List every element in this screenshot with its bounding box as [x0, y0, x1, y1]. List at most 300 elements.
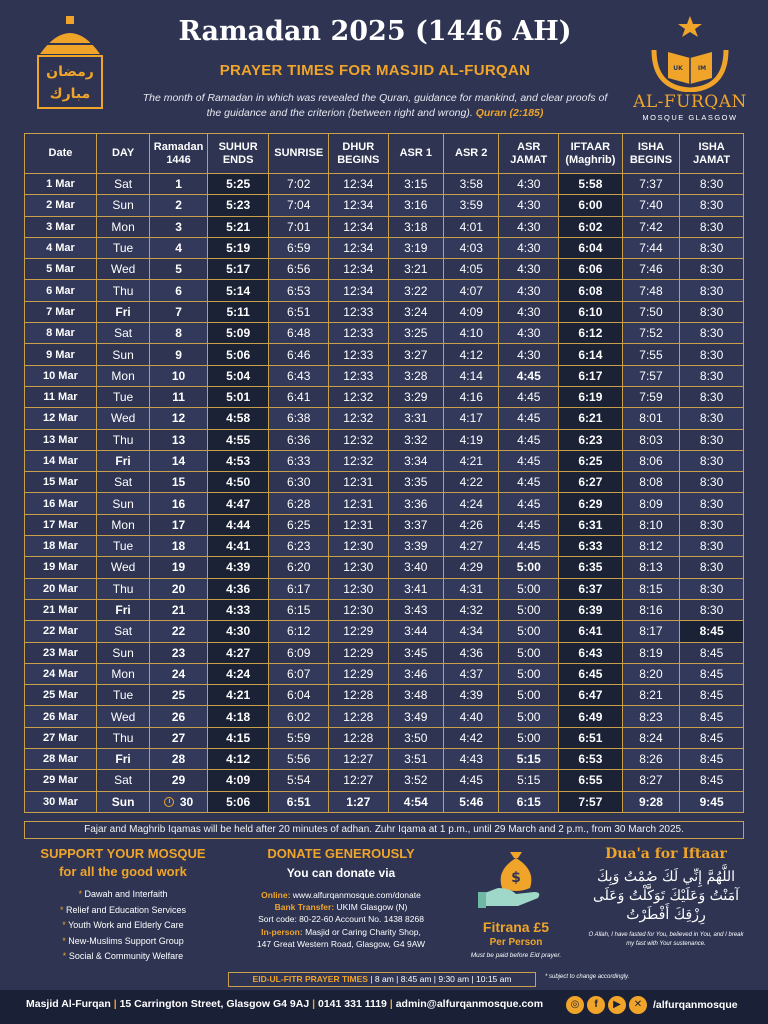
donate-title: DONATE GENEROUSLY — [267, 846, 415, 861]
table-cell: 5:14 — [207, 280, 269, 301]
table-cell: 6:51 — [559, 727, 623, 748]
table-cell: 26 — [150, 706, 208, 727]
table-cell: 4:36 — [207, 578, 269, 599]
table-cell: 4:58 — [207, 408, 269, 429]
table-cell: 7:57 — [622, 365, 680, 386]
table-cell: 4:40 — [444, 706, 499, 727]
table-cell: 1 Mar — [25, 174, 97, 195]
table-cell: 5:01 — [207, 386, 269, 407]
table-cell: 4:21 — [207, 685, 269, 706]
table-cell: 19 — [150, 557, 208, 578]
table-cell: 8:45 — [680, 621, 744, 642]
table-cell: 6:15 — [269, 599, 329, 620]
table-cell: 12:34 — [329, 216, 389, 237]
table-cell: 22 Mar — [25, 621, 97, 642]
table-cell: 12:27 — [329, 770, 389, 791]
table-cell: 8:30 — [680, 365, 744, 386]
table-cell: 5:00 — [499, 557, 559, 578]
table-row — [25, 685, 744, 706]
table-cell: 3:16 — [388, 195, 443, 216]
table-cell: Sat — [96, 323, 149, 344]
instagram-icon[interactable]: ◎ — [566, 996, 584, 1014]
table-cell: 8:20 — [622, 663, 680, 684]
table-cell: 4:45 — [444, 770, 499, 791]
table-cell: 4:30 — [499, 301, 559, 322]
table-row — [25, 727, 744, 748]
table-cell: 5:09 — [207, 323, 269, 344]
table-cell: 15 Mar — [25, 472, 97, 493]
table-cell: 5:15 — [499, 770, 559, 791]
table-cell: 8:19 — [622, 642, 680, 663]
table-cell: 4:21 — [444, 450, 499, 471]
table-cell: 27 — [150, 727, 208, 748]
table-row — [25, 216, 744, 237]
table-cell: 14 Mar — [25, 450, 97, 471]
table-cell: 8:30 — [680, 493, 744, 514]
table-cell: 6 — [150, 280, 208, 301]
youtube-icon[interactable]: ▶ — [608, 996, 626, 1014]
table-cell: 4:39 — [207, 557, 269, 578]
table-cell: 5:06 — [207, 344, 269, 365]
table-cell: 5:59 — [269, 727, 329, 748]
table-cell: 20 Mar — [25, 578, 97, 599]
table-cell: 3:40 — [388, 557, 443, 578]
table-cell: 26 Mar — [25, 706, 97, 727]
table-cell: 6:43 — [559, 642, 623, 663]
table-cell: 6:25 — [559, 450, 623, 471]
table-cell: 7:37 — [622, 174, 680, 195]
table-cell: 6:02 — [269, 706, 329, 727]
table-cell: 8:30 — [680, 472, 744, 493]
table-cell: 4 — [150, 237, 208, 258]
table-cell: 12:33 — [329, 323, 389, 344]
social-links — [566, 996, 738, 1016]
table-cell: 8:45 — [680, 706, 744, 727]
table-cell: 14 — [150, 450, 208, 471]
table-cell: 3:41 — [388, 578, 443, 599]
footer-address: 15 Carrington Street, Glasgow G4 9AJ — [119, 998, 310, 1010]
table-cell: 12:32 — [329, 408, 389, 429]
table-cell: 4:42 — [444, 727, 499, 748]
table-cell: 8:30 — [680, 514, 744, 535]
column-header: ISHA JAMAT — [680, 134, 744, 174]
table-cell: Tue — [96, 237, 149, 258]
table-row — [25, 642, 744, 663]
table-cell: 9 Mar — [25, 344, 97, 365]
table-cell: 3:15 — [388, 174, 443, 195]
table-cell: 3:36 — [388, 493, 443, 514]
table-cell: 6:07 — [269, 663, 329, 684]
table-cell: 5:58 — [559, 174, 623, 195]
table-cell: 6:39 — [559, 599, 623, 620]
table-row — [25, 791, 744, 812]
table-cell: 6:20 — [269, 557, 329, 578]
table-cell: Tue — [96, 536, 149, 557]
table-cell: Sun — [96, 791, 149, 812]
table-cell: Wed — [96, 706, 149, 727]
table-cell: 4:09 — [207, 770, 269, 791]
table-cell: Fri — [96, 749, 149, 770]
table-cell: 12:34 — [329, 259, 389, 280]
list-item: * Youth Work and Elderly Care — [62, 920, 184, 930]
table-cell: 8:09 — [622, 493, 680, 514]
table-cell: 1 — [150, 174, 208, 195]
column-header: ISHA BEGINS — [622, 134, 680, 174]
table-cell: 5:11 — [207, 301, 269, 322]
table-cell: 4:45 — [499, 365, 559, 386]
table-cell: Thu — [96, 727, 149, 748]
footer-email[interactable]: admin@alfurqanmosque.com — [395, 998, 544, 1010]
table-cell: 12:31 — [329, 472, 389, 493]
table-cell: Fri — [96, 599, 149, 620]
table-cell: 6:55 — [559, 770, 623, 791]
table-row — [25, 663, 744, 684]
table-cell: 5:25 — [207, 174, 269, 195]
table-cell: Sat — [96, 621, 149, 642]
table-cell: 3:31 — [388, 408, 443, 429]
table-cell: 5:00 — [499, 706, 559, 727]
table-cell: 8:26 — [622, 749, 680, 770]
table-cell: 12:30 — [329, 599, 389, 620]
table-cell: 6:12 — [269, 621, 329, 642]
table-cell: 3:52 — [388, 770, 443, 791]
table-cell: 13 — [150, 429, 208, 450]
table-cell: 7:52 — [622, 323, 680, 344]
table-row — [25, 536, 744, 557]
table-cell: 12:29 — [329, 642, 389, 663]
table-cell: 8:30 — [680, 216, 744, 237]
table-cell: 7:59 — [622, 386, 680, 407]
table-cell: 3:24 — [388, 301, 443, 322]
table-cell: 4:41 — [207, 536, 269, 557]
table-cell: 8:01 — [622, 408, 680, 429]
table-cell: 8:30 — [680, 237, 744, 258]
table-cell: 6:48 — [269, 323, 329, 344]
table-cell: 6:47 — [559, 685, 623, 706]
table-cell: 7:42 — [622, 216, 680, 237]
table-row — [25, 280, 744, 301]
table-cell: 4:30 — [499, 195, 559, 216]
table-cell: 6:00 — [559, 195, 623, 216]
brand-name: AL-FURQAN — [633, 92, 747, 112]
table-cell: 11 — [150, 386, 208, 407]
table-cell: Tue — [96, 386, 149, 407]
table-cell: 7:04 — [269, 195, 329, 216]
table-cell: Wed — [96, 259, 149, 280]
facebook-icon[interactable]: f — [587, 996, 605, 1014]
table-cell: 4:32 — [444, 599, 499, 620]
table-cell: 3:45 — [388, 642, 443, 663]
table-cell: 4:12 — [207, 749, 269, 770]
table-cell: 4:43 — [444, 749, 499, 770]
table-cell: 3:58 — [444, 174, 499, 195]
table-cell: Wed — [96, 557, 149, 578]
table-cell: 5:54 — [269, 770, 329, 791]
table-cell: 5:21 — [207, 216, 269, 237]
table-row — [25, 578, 744, 599]
table-cell: 3:21 — [388, 259, 443, 280]
table-cell: 9:45 — [680, 791, 744, 812]
column-header: Ramadan 1446 — [150, 134, 208, 174]
table-cell: 5:06 — [207, 791, 269, 812]
column-header: ASR 1 — [388, 134, 443, 174]
table-cell: Sat — [96, 472, 149, 493]
iqama-note: Fajar and Maghrib Iqamas will be held after 20 minutes of adhan. Zuhr Iqama at 1 p.m., until 29 March and 2 p.m., from 30 March 2025. — [24, 821, 744, 839]
header — [0, 0, 768, 132]
table-cell: 30 Mar — [25, 791, 97, 812]
table-cell: 12:30 — [329, 578, 389, 599]
table-cell: 9:28 — [622, 791, 680, 812]
table-cell: 4:39 — [444, 685, 499, 706]
table-cell: 8:30 — [680, 195, 744, 216]
table-cell: 4:14 — [444, 365, 499, 386]
table-cell: 7:44 — [622, 237, 680, 258]
column-header: SUHUR ENDS — [207, 134, 269, 174]
table-cell: 3:27 — [388, 344, 443, 365]
table-cell: 18 Mar — [25, 536, 97, 557]
table-cell: 12:33 — [329, 365, 389, 386]
table-cell: 4:53 — [207, 450, 269, 471]
table-cell: Sat — [96, 770, 149, 791]
table-cell: 6:29 — [559, 493, 623, 514]
table-cell: 12:34 — [329, 174, 389, 195]
table-cell: 6:04 — [269, 685, 329, 706]
table-cell: 6:12 — [559, 323, 623, 344]
table-cell: 3:37 — [388, 514, 443, 535]
table-cell: 7 Mar — [25, 301, 97, 322]
table-row — [25, 259, 744, 280]
table-cell: 5:46 — [444, 791, 499, 812]
footer-phone[interactable]: 0141 331 1119 — [317, 998, 387, 1010]
table-cell: 7:50 — [622, 301, 680, 322]
table-cell: 6:31 — [559, 514, 623, 535]
table-cell: 4:45 — [499, 536, 559, 557]
table-cell: 4:09 — [444, 301, 499, 322]
table-cell: 4:12 — [444, 344, 499, 365]
table-cell: 4:17 — [444, 408, 499, 429]
eid-separator: | — [370, 974, 375, 984]
table-cell: 6:09 — [269, 642, 329, 663]
al-furqan-logo — [630, 12, 750, 124]
table-cell: 8:27 — [622, 770, 680, 791]
table-cell: 8:17 — [622, 621, 680, 642]
table-cell: 8:08 — [622, 472, 680, 493]
table-cell: 8:12 — [622, 536, 680, 557]
table-cell: 25 — [150, 685, 208, 706]
table-cell: 4:45 — [499, 514, 559, 535]
table-cell: 6:38 — [269, 408, 329, 429]
table-cell: 8 Mar — [25, 323, 97, 344]
clock-icon — [164, 797, 174, 807]
table-cell: 3:35 — [388, 472, 443, 493]
social-handle[interactable]: /alfurqanmosque — [653, 999, 738, 1011]
table-cell: 27 Mar — [25, 727, 97, 748]
table-cell: 6:27 — [559, 472, 623, 493]
table-cell: 6:19 — [559, 386, 623, 407]
table-cell: 3:28 — [388, 365, 443, 386]
list-item: * Social & Community Welfare — [62, 951, 184, 961]
table-row — [25, 621, 744, 642]
table-cell: 6:33 — [559, 536, 623, 557]
money-bag-hand-icon — [476, 848, 556, 910]
eid-times: 8 am | 8:45 am | 9:30 am | 10:15 am — [374, 974, 512, 984]
table-row — [25, 493, 744, 514]
donate-bank: Bank Transfer: UKIM Glasgow (N) — [274, 902, 408, 913]
table-cell: 12:32 — [329, 450, 389, 471]
table-cell: 13 Mar — [25, 429, 97, 450]
table-cell: 6:15 — [499, 791, 559, 812]
table-cell: Thu — [96, 429, 149, 450]
table-cell: 3:19 — [388, 237, 443, 258]
table-cell: 6:08 — [559, 280, 623, 301]
table-cell: 8:30 — [680, 323, 744, 344]
table-cell: 8:13 — [622, 557, 680, 578]
table-cell: 5:00 — [499, 578, 559, 599]
svg-text:$: $ — [511, 870, 521, 886]
table-cell: 6:36 — [269, 429, 329, 450]
table-cell: 8:30 — [680, 599, 744, 620]
eid-label: EID-UL-FITR PRAYER TIMES — [252, 974, 368, 984]
footer-name: Masjid Al-Furqan — [26, 998, 111, 1010]
table-cell: 8:30 — [680, 557, 744, 578]
table-cell: 9 — [150, 344, 208, 365]
table-cell: Fri — [96, 301, 149, 322]
table-cell: 3 Mar — [25, 216, 97, 237]
table-cell: 12:33 — [329, 344, 389, 365]
donate-section — [236, 846, 446, 950]
table-cell: 4:47 — [207, 493, 269, 514]
donate-address: 147 Great Western Road, Glasgow, G4 9AW — [256, 938, 426, 949]
table-cell: 6:49 — [559, 706, 623, 727]
table-cell: 7:55 — [622, 344, 680, 365]
table-cell: 5:00 — [499, 663, 559, 684]
table-cell: 8 — [150, 323, 208, 344]
table-cell: 6:23 — [559, 429, 623, 450]
table-cell: 5:00 — [499, 685, 559, 706]
table-cell: 4:30 — [499, 259, 559, 280]
table-cell: 4:19 — [444, 429, 499, 450]
table-cell: 8:03 — [622, 429, 680, 450]
table-cell: 8:30 — [680, 578, 744, 599]
table-cell: 4:45 — [499, 429, 559, 450]
table-cell: 5:23 — [207, 195, 269, 216]
table-cell: 4:24 — [444, 493, 499, 514]
table-cell: 5 Mar — [25, 259, 97, 280]
table-cell: 12:31 — [329, 493, 389, 514]
table-cell: 6:56 — [269, 259, 329, 280]
table-row — [25, 429, 744, 450]
table-row — [25, 599, 744, 620]
table-cell: 7:01 — [269, 216, 329, 237]
table-cell: 8:30 — [680, 259, 744, 280]
fitrana-amount: Fitrana £5 — [482, 919, 550, 935]
table-cell: 4:30 — [499, 174, 559, 195]
table-cell: 6:02 — [559, 216, 623, 237]
table-cell: 29 — [150, 770, 208, 791]
table-cell: 29 Mar — [25, 770, 97, 791]
table-cell: 4:45 — [499, 493, 559, 514]
table-cell: 1:27 — [329, 791, 389, 812]
table-cell: 6:51 — [269, 301, 329, 322]
table-cell: 12 — [150, 408, 208, 429]
table-cell: 4:22 — [444, 472, 499, 493]
list-item: * Dawah and Interfaith — [78, 889, 168, 899]
support-title: SUPPORT YOUR MOSQUE — [40, 846, 206, 861]
table-cell: 4:18 — [207, 706, 269, 727]
table-cell: 8:24 — [622, 727, 680, 748]
table-cell: 6:17 — [559, 365, 623, 386]
table-cell: 4:27 — [444, 536, 499, 557]
table-cell: 6:51 — [269, 791, 329, 812]
table-cell: 6:06 — [559, 259, 623, 280]
table-cell: 5:00 — [499, 599, 559, 620]
table-row — [25, 365, 744, 386]
table-cell: 5:19 — [207, 237, 269, 258]
table-row — [25, 706, 744, 727]
eid-prayer-times — [228, 972, 536, 987]
table-cell: 5:17 — [207, 259, 269, 280]
donate-link[interactable]: www.alfurqanmosque.com/donate — [292, 890, 421, 900]
page-subtitle: PRAYER TIMES FOR MASJID AL-FURQAN — [219, 62, 531, 79]
table-cell: 4:45 — [499, 386, 559, 407]
table-cell: 3 — [150, 216, 208, 237]
table-cell: 12 Mar — [25, 408, 97, 429]
table-cell: 4:34 — [444, 621, 499, 642]
support-list — [24, 887, 222, 965]
table-cell: 7:46 — [622, 259, 680, 280]
table-row — [25, 557, 744, 578]
table-cell: 4:36 — [444, 642, 499, 663]
table-cell: 23 — [150, 642, 208, 663]
table-cell: 4 Mar — [25, 237, 97, 258]
table-cell: 8:45 — [680, 770, 744, 791]
table-cell: 6:53 — [269, 280, 329, 301]
table-cell: 12:28 — [329, 685, 389, 706]
table-cell: 5 — [150, 259, 208, 280]
table-row — [25, 514, 744, 535]
table-cell: 15 — [150, 472, 208, 493]
table-cell: 12:31 — [329, 514, 389, 535]
table-cell: 8:45 — [680, 685, 744, 706]
prayer-times-table — [24, 133, 744, 813]
table-cell: 28 Mar — [25, 749, 97, 770]
table-cell: Fri — [96, 450, 149, 471]
table-cell: 6:21 — [559, 408, 623, 429]
table-cell: 5:15 — [499, 749, 559, 770]
table-cell: 11 Mar — [25, 386, 97, 407]
table-row — [25, 174, 744, 195]
svg-text:رمضان: رمضان — [46, 64, 94, 80]
x-icon[interactable]: ✕ — [629, 996, 647, 1014]
table-cell: 2 Mar — [25, 195, 97, 216]
table-cell: 8:16 — [622, 599, 680, 620]
table-cell: 17 — [150, 514, 208, 535]
table-cell: 25 Mar — [25, 685, 97, 706]
fitrana-note: Must be paid before Eid prayer. — [470, 952, 562, 959]
table-cell: 8:30 — [680, 408, 744, 429]
table-cell: 6:37 — [559, 578, 623, 599]
table-cell: Sun — [96, 493, 149, 514]
table-row — [25, 450, 744, 471]
table-cell: 4:30 — [499, 344, 559, 365]
table-cell: 5:00 — [499, 727, 559, 748]
table-cell: 3:29 — [388, 386, 443, 407]
table-cell: Sun — [96, 195, 149, 216]
eid-note: * subject to change accordingly. — [545, 974, 630, 980]
table-cell: 8:23 — [622, 706, 680, 727]
table-cell: 4:30 — [499, 280, 559, 301]
table-cell: 10 Mar — [25, 365, 97, 386]
